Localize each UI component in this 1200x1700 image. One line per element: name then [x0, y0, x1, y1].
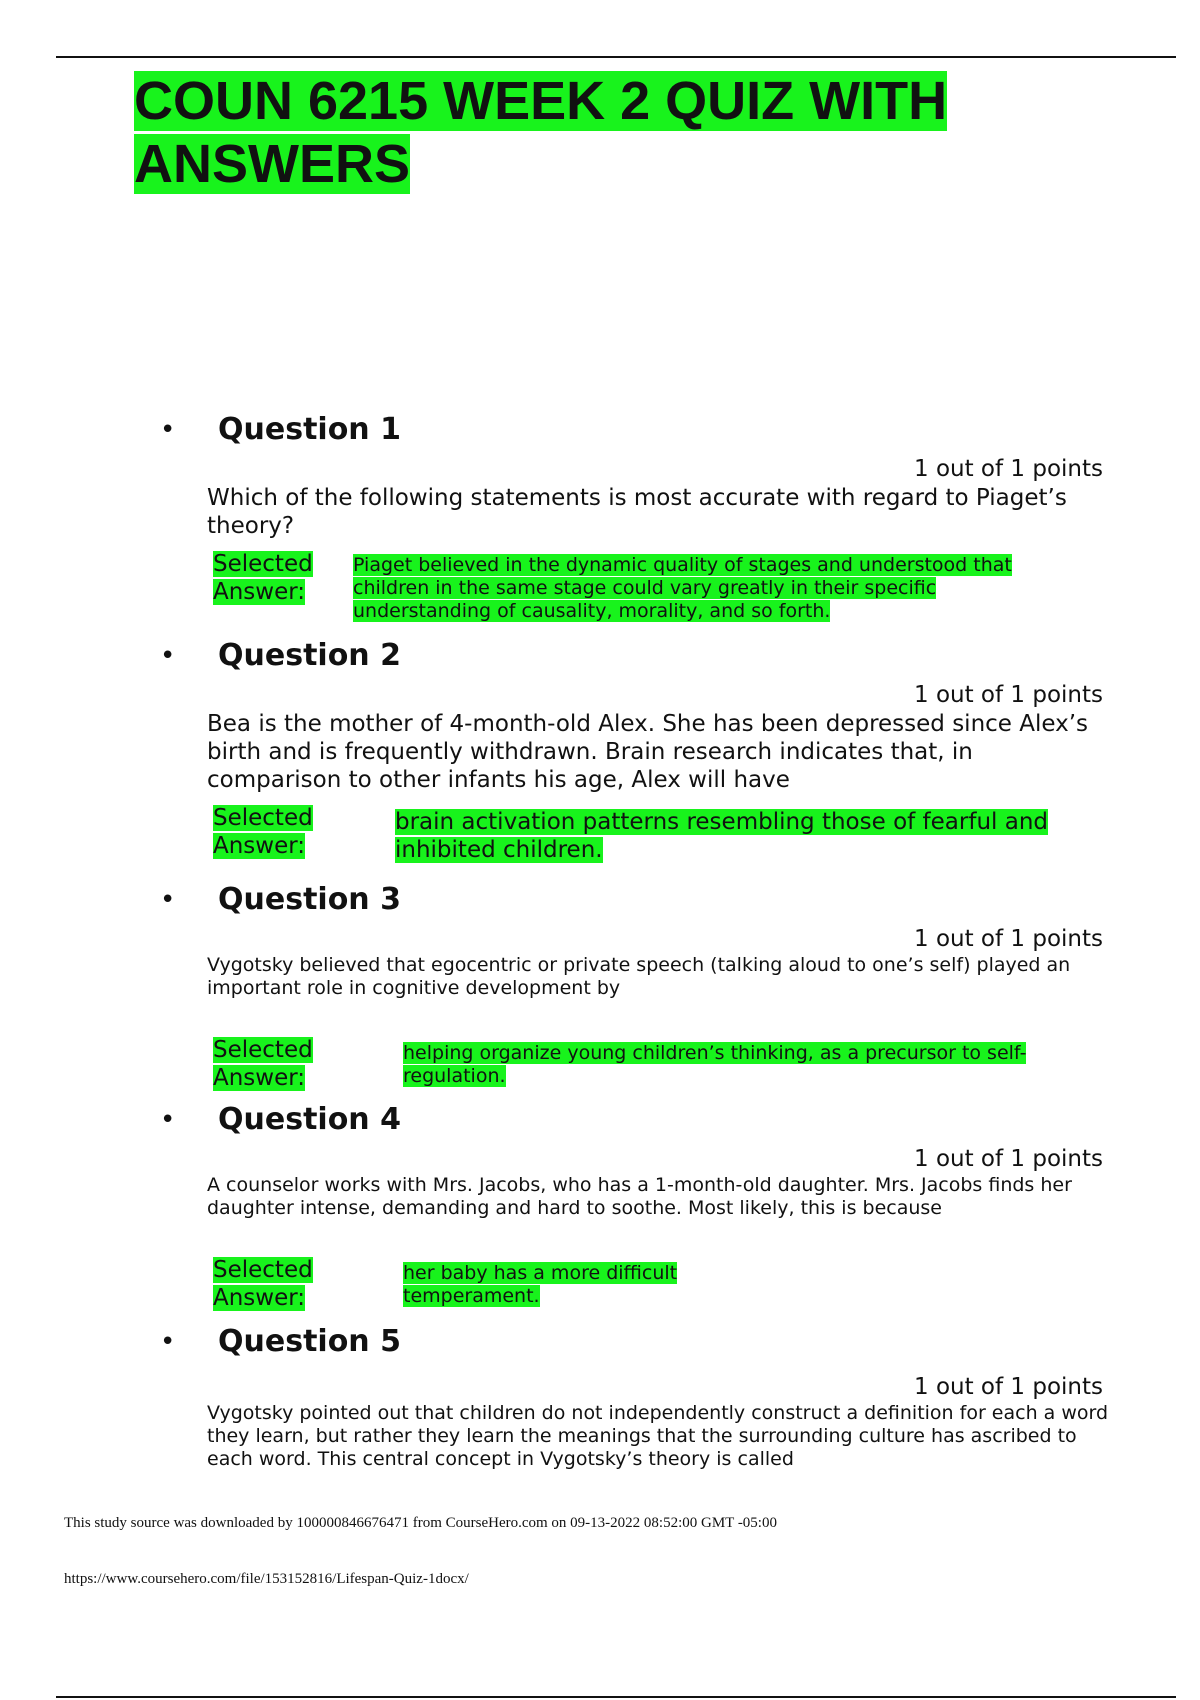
question-prompt: A counselor works with Mrs. Jacobs, who has a 1-month-old daughter. Mrs. Jacobs finds her daughter intense, demanding and hard to soothe. Most likely, this is because — [207, 1174, 1072, 1219]
question-title: Question 2 — [218, 638, 401, 673]
selected-answer-label: Selected Answer: — [213, 1037, 313, 1091]
selected-answer-label: Selected Answer: — [213, 1257, 313, 1311]
question-title: Question 3 — [218, 882, 401, 917]
question-prompt: Bea is the mother of 4-month-old Alex. She has been depressed since Alex’s birth and is frequently withdrawn. Brain research indicates that, in comparison to other infants his age, Alex will have — [207, 711, 1089, 793]
question-prompt: Which of the following statements is most accurate with regard to Piaget’s theory? — [207, 485, 1067, 539]
question-title: Question 5 — [218, 1324, 401, 1359]
selected-answer-text: her baby has a more difficult temperament. — [403, 1262, 678, 1307]
question-title: Question 1 — [218, 412, 401, 447]
question-3 — [160, 880, 1120, 1106]
source-url: https://www.coursehero.com/file/153152816/Lifespan-Quiz-1docx/ — [64, 1571, 469, 1587]
selected-answer-text: Piaget believed in the dynamic quality of stages and understood that children in the same stage could vary greatly in their specific understanding of causality, morality, and so forth. — [353, 554, 1012, 622]
selected-answer-text: brain activation patterns resembling those of fearful and inhibited children. — [395, 809, 1048, 863]
question-points: 1 out of 1 points — [914, 926, 1103, 952]
question-heading — [160, 1100, 1120, 1140]
top-rule — [56, 56, 1176, 58]
bullet-icon: • — [160, 415, 176, 445]
question-title: Question 4 — [218, 1102, 401, 1137]
question-points: 1 out of 1 points — [914, 1146, 1103, 1172]
document-title — [134, 70, 1034, 196]
selected-answer-row — [213, 1036, 1120, 1106]
question-prompt: Vygotsky pointed out that children do not independently construct a definition for each a word they learn, but rather they learn the meanings that the surrounding culture has ascribed to each word. This central concept in Vygotsky’s theory is called — [207, 1402, 1109, 1470]
download-source-note: This study source was downloaded by 100000846676471 from CourseHero.com on 09-13-2022 08:52:00 GMT -05:00 — [64, 1515, 777, 1531]
question-5 — [160, 1322, 1120, 1471]
question-heading — [160, 1322, 1120, 1362]
bottom-rule — [56, 1696, 1176, 1698]
question-2 — [160, 636, 1120, 874]
selected-answer-label: Selected Answer: — [213, 551, 313, 605]
question-heading — [160, 636, 1120, 676]
question-heading — [160, 880, 1120, 920]
selected-answer-row — [213, 1256, 1120, 1326]
question-4 — [160, 1100, 1120, 1326]
question-heading — [160, 410, 1120, 450]
document-title-text: COUN 6215 WEEK 2 QUIZ WITH ANSWERS — [134, 71, 948, 194]
bullet-icon: • — [160, 1105, 176, 1135]
selected-answer-text: helping organize young children’s thinking, as a precursor to self-regulation. — [403, 1042, 1027, 1087]
question-points: 1 out of 1 points — [914, 456, 1103, 482]
selected-answer-row — [213, 804, 1120, 874]
bullet-icon: • — [160, 1327, 176, 1357]
selected-answer-row — [213, 550, 1120, 620]
question-1 — [160, 410, 1120, 620]
question-prompt: Vygotsky believed that egocentric or private speech (talking aloud to one’s self) played an important role in cognitive development by — [207, 954, 1071, 999]
selected-answer-label: Selected Answer: — [213, 805, 313, 859]
question-points: 1 out of 1 points — [914, 682, 1103, 708]
question-points: 1 out of 1 points — [914, 1374, 1103, 1400]
bullet-icon: • — [160, 885, 176, 915]
bullet-icon: • — [160, 641, 176, 671]
